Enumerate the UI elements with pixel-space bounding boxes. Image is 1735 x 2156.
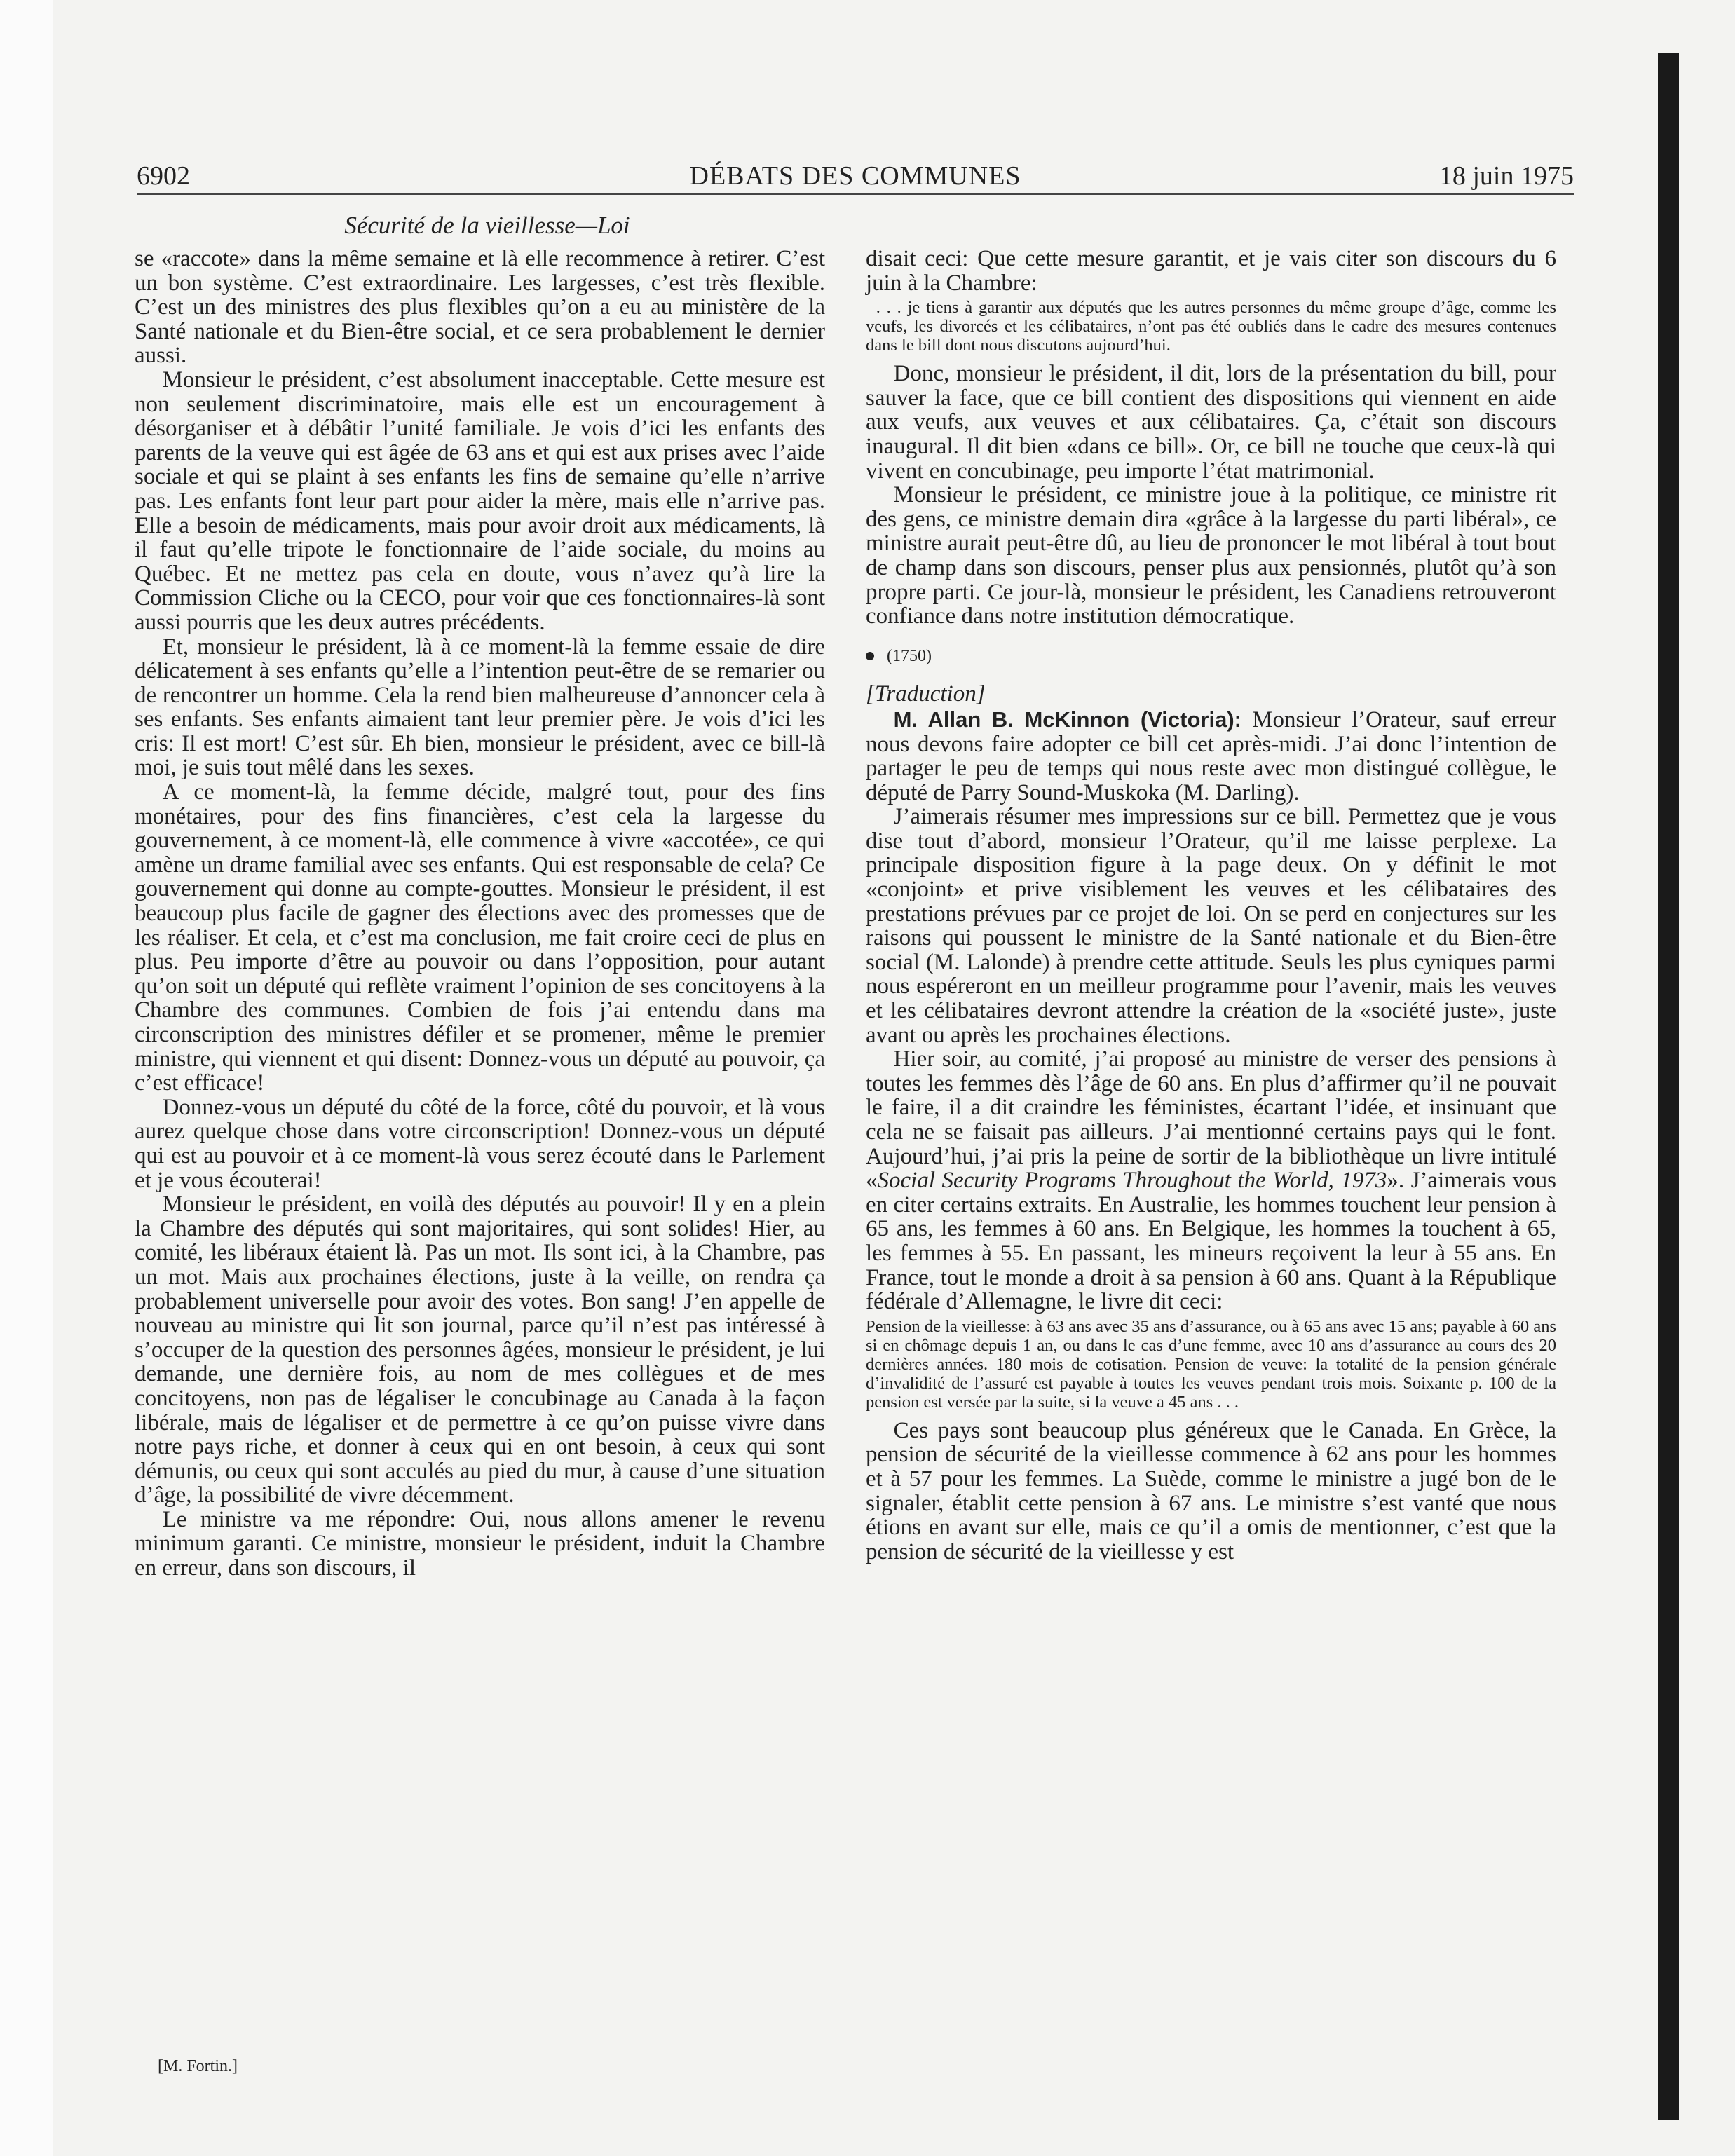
right-column [866, 247, 1556, 1564]
bullet-icon [866, 652, 874, 660]
paragraph [866, 1047, 1556, 1314]
translation-marker: [Traduction] [866, 681, 986, 707]
speaker-footnote: [M. Fortin.] [158, 2057, 238, 2075]
speech-text: ». J’aimerais vous en citer certains extraits. En Australie, les hommes touchent leur pension à 65 ans, les femmes à 60 ans. En Belgique, les hommes la touchent à 65, les femmes à 55. En passant, les mineurs reçoivent la leur à 55 ans. En France, tout le monde a droit à sa pension à 60 ans. Quant à la République fédérale d’Allemagne, le livre dit ceci: [866, 1168, 1557, 1315]
paragraph: disait ceci: Que cette mesure garantit, et je vais citer son discours du 6 juin à la Chambre: [866, 246, 1556, 296]
speaker-name: M. Allan B. McKinnon (Victoria): [893, 707, 1241, 732]
page-header [137, 160, 1574, 195]
block-quote: . . . je tiens à garantir aux députés que les autres personnes du même groupe d’âge, comme les veufs, les divorcés et les célibataires, n’ont pas été oubliés dans le cadre des mesures contenues dans le bill dont nous discutons aujourd’hui. [866, 298, 1556, 355]
paragraph [866, 708, 1556, 805]
page-number: 6902 [137, 161, 190, 191]
paragraph: A ce moment-là, la femme décide, malgré tout, pour des fins monétaires, pour des fins financières, c’est cela la largesse du gouvernement, à ce moment-là, elle commence à vivre «accotée», ce qui amène un drame familial avec ses enfants. Qui est responsable de cela? Ce gouvernement qui donne au compte-gouttes. Monsieur le président, il est beaucoup plus facile de gagner des élections avec des promesses que de les réaliser. Et cela, et c’est ma conclusion, me fait croire ceci de plus en plus. Peu importe d’être au pouvoir ou dans l’opposition, pour autant qu’on soit un député qui reflète vraiment l’opinion de ses concitoyens à la Chambre des communes. Combien de fois j’ai entendu dans ma circonscription des ministres défiler et se promener, même le premier ministre, qui viennent et qui disent: Donnez-vous un député au pouvoir, ça c’est efficace! [135, 779, 826, 1096]
paragraph: Donc, monsieur le président, il dit, lors de la présentation du bill, pour sauver la face, que ce bill contient des dispositions qui viennent en aide aux veufs, aux veuves et aux célibataires. Ça, c’était son discours inaugural. Il dit bien «dans ce bill». Or, ce bill ne touche que ceux-là qui vivent en concubinage, peu importe l’état matrimonial. [866, 361, 1556, 484]
page-margin [0, 0, 53, 2156]
time-stamp: (1750) [887, 646, 932, 665]
paragraph: Monsieur le président, en voilà des députés au pouvoir! Il y en a plein la Chambre des députés qui sont majoritaires, qui sont solides! Hier, au comité, les libéraux étaient là. Pas un mot. Ils sont ici, à la Chambre, pas un mot. Mais aux prochaines élections, juste à la veille, on rendra ça probablement universelle pour avoir des votes. Bon sang! J’en appelle de nouveau au ministre qui lit son journal, parce qu’il n’est pas intéressé à s’occuper de la question des personnes âgées, monsieur le président, je lui demande, une dernière fois, au nom de mes collègues et de mes concitoyens, non pas de légaliser le concubinage au Canada à la façon libérale, mais de légaliser et de permettre à ce qu’on puisse vivre dans notre pays riche, et donner à ceux qui en ont besoin, à ceux qui sont démunis, ou ceux qui sont acculés au pied du mur, à cause d’une situation d’âge, la possibilité de vivre décemment. [135, 1192, 825, 1508]
paragraph: Le ministre va me répondre: Oui, nous allons amener le revenu minimum garanti. Ce ministre, monsieur le président, induit la Chambre en erreur, dans son discours, il [135, 1506, 825, 1581]
speech-text: Hier soir, au comité, j’ai proposé au ministre de verser des pensions à toutes les femmes dès l’âge de 60 ans. En plus d’affirmer qu’il ne pouvait le faire, il a dit craindre les féministes, écartant l’idée, et insinuant que cela ne se faisait pas ailleurs. J’ai mentionné certains pays qui le font. Aujourd’hui, j’ai pris la peine de sortir de la bibliothèque un livre intitulé « [866, 1046, 1556, 1194]
book-title: Social Security Programs Throughout the World, 1973 [877, 1168, 1387, 1194]
paragraph: Monsieur le président, ce ministre joue à la politique, ce ministre rit des gens, ce ministre demain dira «grâce à la largesse du parti libéral», ce ministre aurait peut-être dû, au lieu de prononcer le mot libéral à tout bout de champ dans son discours, penser plus aux pensionnés, plutôt qu’à son propre parti. Ce jour-là, monsieur le président, les Canadiens retrouveront confiance dans notre institution démocratique. [866, 482, 1556, 629]
paragraph: se «raccote» dans la même semaine et là elle recommence à retirer. C’est un bon système. C’est extraordinaire. Les largesses, c’est très flexible. C’est un des ministres des plus flexibles qu’on a eu au ministère de la Santé nationale et du Bien-être social, et ce sera probablement le dernier aussi. [135, 246, 825, 369]
block-quote: Pension de la vieillesse: à 63 ans avec 35 ans d’assurance, ou à 65 ans avec 15 ans; payable à 60 ans si en chômage depuis 1 an, ou dans le cas d’une femme, avec 10 ans d’assurance au cours des 20 dernières années. 180 mois de cotisation. Pension de veuve: la totalité de la pension générale d’invalidité de l’assuré est payable à toutes les veuves pendant trois mois. Soixante p. 100 de la pension est versée par la suite, si la veuve a 45 ans . . . [866, 1316, 1556, 1412]
header-date: 18 juin 1975 [1438, 161, 1574, 191]
paragraph: J’aimerais résumer mes impressions sur ce bill. Permettez que je vous dise tout d’abord, monsieur l’Orateur, qu’il me laisse perplexe. La principale disposition figure à la page deux. On y définit le mot «conjoint» et prive visiblement les veuves et les célibataires des prestations prévues par ce projet de loi. On se perd en conjectures sur les raisons qui poussent le ministre de la Santé nationale et du Bien-être social (M. Lalonde) à prendre cette attitude. Seuls les plus cyniques parmi nous espéreront en un meilleur programme pour l’avenir, mais les veuves et les célibataires devront attendre la création de la «société juste», juste avant ou après les prochaines élections. [866, 804, 1556, 1048]
scan-edge-bar [1658, 53, 1679, 2120]
time-marker [866, 644, 1556, 669]
left-column [135, 247, 825, 1581]
section-subhead: Sécurité de la vieillesse—Loi [344, 212, 630, 239]
paragraph: Monsieur le président, c’est absolument inacceptable. Cette mesure est non seulement discriminatoire, mais elle est un encouragement à désorganiser et à débâtir l’unité familiale. Je vois d’ici les enfants des parents de la veuve qui est âgée de 63 ans et qui est aux prises avec l’aide sociale et qui se plaint à ses enfants les fins de semaine qu’elle n’arrive pas. Les enfants font leur part pour aider la mère, mais elle n’arrive pas. Elle a besoin de médicaments, mais pour avoir droit aux médicaments, là il faut qu’elle tripote le fonctionnaire de l’aide sociale, du moins au Québec. Et ne mettez pas cela en doute, vous n’avez qu’à lire la Commission Cliche ou la CECO, pour voir que ces fonctionnaires-là sont aussi pourris que les deux autres précédents. [135, 367, 825, 635]
paragraph: Et, monsieur le président, là à ce moment-là la femme essaie de dire délicatement à ses enfants qu’elle a l’intention peut-être de se remarier ou de rencontrer un homme. Cela la rend bien malheureuse d’annoncer cela à ses enfants. Ses enfants aimaient tant leur premier père. Je vois d’ici les cris: Il est mort! C’est sûr. Eh bien, monsieur le président, avec ce bill-là moi, je suis tout mêlé dans les sexes. [135, 634, 825, 781]
publication-title: DÉBATS DES COMMUNES [689, 161, 1021, 191]
paragraph: Ces pays sont beaucoup plus généreux que le Canada. En Grèce, la pension de sécurité de la vieillesse commence à 62 ans pour les hommes et à 57 pour les femmes. La Suède, comme le ministre a jugé bon de le signaler, établit cette pension à 67 ans. Le ministre s’est vanté que nous étions en avant sur elle, mais ce qu’il a omis de mentionner, c’est que la pension de sécurité de la vieillesse y est [866, 1417, 1556, 1564]
paragraph: Donnez-vous un député du côté de la force, côté du pouvoir, et là vous aurez quelque chose dans votre circonscription! Donnez-vous un député qui est au pouvoir et à ce moment-là vous serez écouté dans le Parlement et je vous écouterai! [135, 1094, 825, 1193]
speech-text: Monsieur l’Orateur, sauf erreur nous devons faire adopter ce bill cet après-midi. J’ai donc l’intention de partager le peu de temps qui nous reste avec mon distingué collègue, le député de Parry Sound-Muskoka (M. Darling). [866, 707, 1557, 805]
